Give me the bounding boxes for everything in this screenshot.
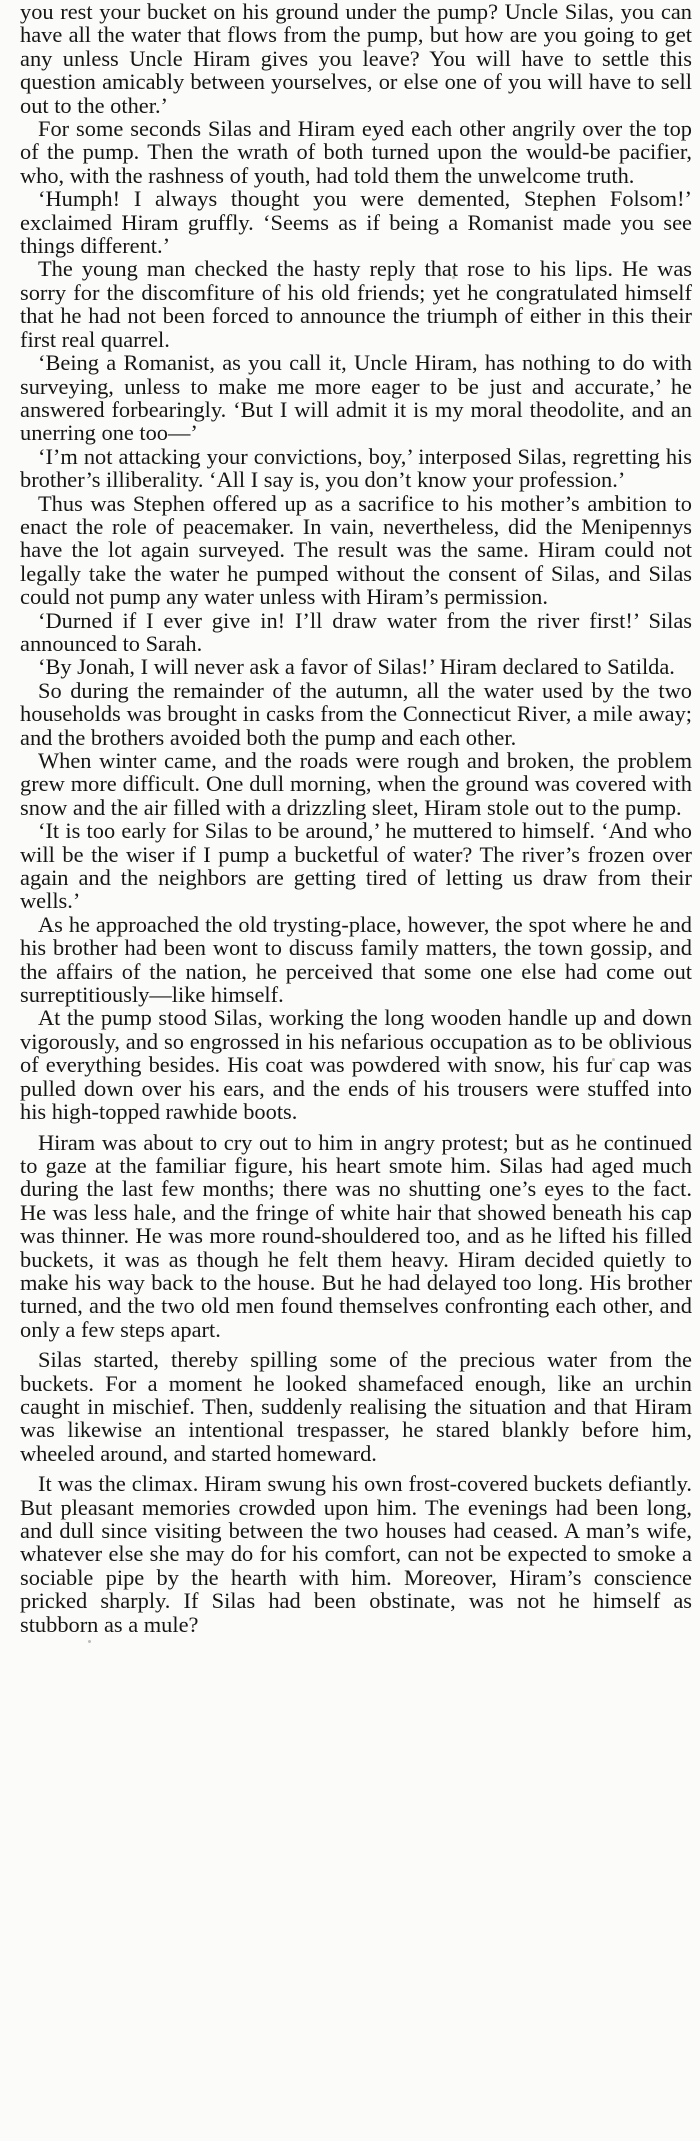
ink-speck bbox=[452, 276, 455, 279]
paragraph-17: It was the climax. Hiram swung his own frost-covered buckets defiantly. But pleasant memories crowded upon him. The evenings had been long, and dull since visiting between the two houses had ceased. A man’s wife, whatever else she may do for his comfort, can not be expected to smoke a sociable pipe by the hearth with him. Moreover, Hiram’s conscience pricked sharply. If Silas had been obstinate, was not he himself as stubborn as a mule? bbox=[20, 1471, 692, 1637]
paragraph-5: ‘Being a Romanist, as you call it, Uncle Hiram, has nothing to do with surveying, unless to make me more eager to be just and accurate,’ he answered forbearingly. ‘But I will admit it is my moral theodolite, and an unerring one too—’ bbox=[20, 350, 692, 446]
paragraph-6: ‘I’m not attacking your convictions, boy,’ interposed Silas, regretting his brother’s illiberality. ‘All I say is, you don’t know your profession.’ bbox=[20, 443, 692, 493]
paragraph-2: For some seconds Silas and Hiram eyed each other angrily over the top of the pump. Then the wrath of both turned upon the would-be pacifier, who, with the rashness of youth, had told them the unwelcome truth. bbox=[20, 116, 692, 188]
paragraph-8: ‘Durned if I ever give in! I’ll draw water from the river first!’ Silas announced to Sarah. bbox=[20, 607, 692, 656]
paragraph-16: Silas started, thereby spilling some of the precious water from the buckets. For a moment he looked shamefaced enough, like an urchin caught in mischief. Then, suddenly realising the situation and that Hiram was likewise an intentional trespasser, he stared blankly before him, wheeled around, and started homeward. bbox=[20, 1347, 692, 1466]
paragraph-1: you rest your bucket on his ground under the pump? Uncle Silas, you can have all the water that flows from the pump, but how are you going to get any unless Uncle Hiram gives you leave? You will have to settle this question amicably between yourselves, or else one of you will have to sell out to the other.’ bbox=[20, 0, 692, 118]
paragraph-4: The young man checked the hasty reply that rose to his lips. He was sorry for the discomfiture of his old friends; yet he congratulated himself that he had not been forced to announce the triumph of either in this their first real quarrel. bbox=[20, 256, 692, 352]
paragraph-12: ‘It is too early for Silas to be around,’ he muttered to himself. ‘And who will be the wiser if I pump a bucketful of water? The river’s frozen over again and the neighbors are getting tired of letting us draw from their wells.’ bbox=[20, 818, 692, 914]
paragraph-15: Hiram was about to cry out to him in angry protest; but as he continued to gaze at the familiar figure, his heart smote him. Silas had aged much during the last few months; there was no shutting one’s eyes to the fact. He was less hale, and the fringe of white hair that showed beneath his cap was thinner. He was more round-shouldered too, and as he lifted his filled buckets, it was as though he felt them heavy. Hiram decided quietly to make his way back to the house. But he had delayed too long. His brother turned, and the two old men found themselves confronting each other, and only a few steps apart. bbox=[20, 1129, 692, 1342]
paragraph-3: ‘Humph! I always thought you were demented, Stephen Folsom!’ exclaimed Hiram gruffly. ‘Seems as if being a Romanist made you see things different.’ bbox=[20, 186, 692, 259]
ink-speck bbox=[612, 1058, 615, 1061]
paragraph-7: Thus was Stephen offered up as a sacrifice to his mother’s ambition to enact the role of peacemaker. In vain, nevertheless, did the Menipennys have the lot again surveyed. The result was the same. Hiram could not legally take the water he pumped without the consent of Silas, and Silas could not pump any water unless with Hiram’s permission. bbox=[20, 490, 692, 610]
paragraph-9: ‘By Jonah, I will never ask a favor of Silas!’ Hiram declared to Satilda. bbox=[38, 654, 675, 680]
paragraph-10: So during the remainder of the autumn, all the water used by the two households was brought in casks from the Connecticut River, a mile away; and the brothers avoided both the pump and each other. bbox=[20, 677, 692, 750]
paragraph-11: When winter came, and the roads were rough and broken, the problem grew more difficult. One dull morning, when the ground was covered with snow and the air filled with a drizzling sleet, Hiram stole out to the pump. bbox=[20, 748, 692, 820]
ink-speck bbox=[88, 1640, 91, 1643]
paragraph-14: At the pump stood Silas, working the long wooden handle up and down vigorously, and so engrossed in his nefarious occupation as to be oblivious of everything besides. His coat was powdered with snow, his fur cap was pulled down over his ears, and the ends of his trousers were stuffed into his high-topped rawhide boots. bbox=[20, 1005, 692, 1125]
paragraph-13: As he approached the old trysting-place, however, the spot where he and his brother had been wont to discuss family matters, the town gossip, and the affairs of the nation, he perceived that some one else had come out surreptitiously—like himself. bbox=[20, 911, 692, 1008]
